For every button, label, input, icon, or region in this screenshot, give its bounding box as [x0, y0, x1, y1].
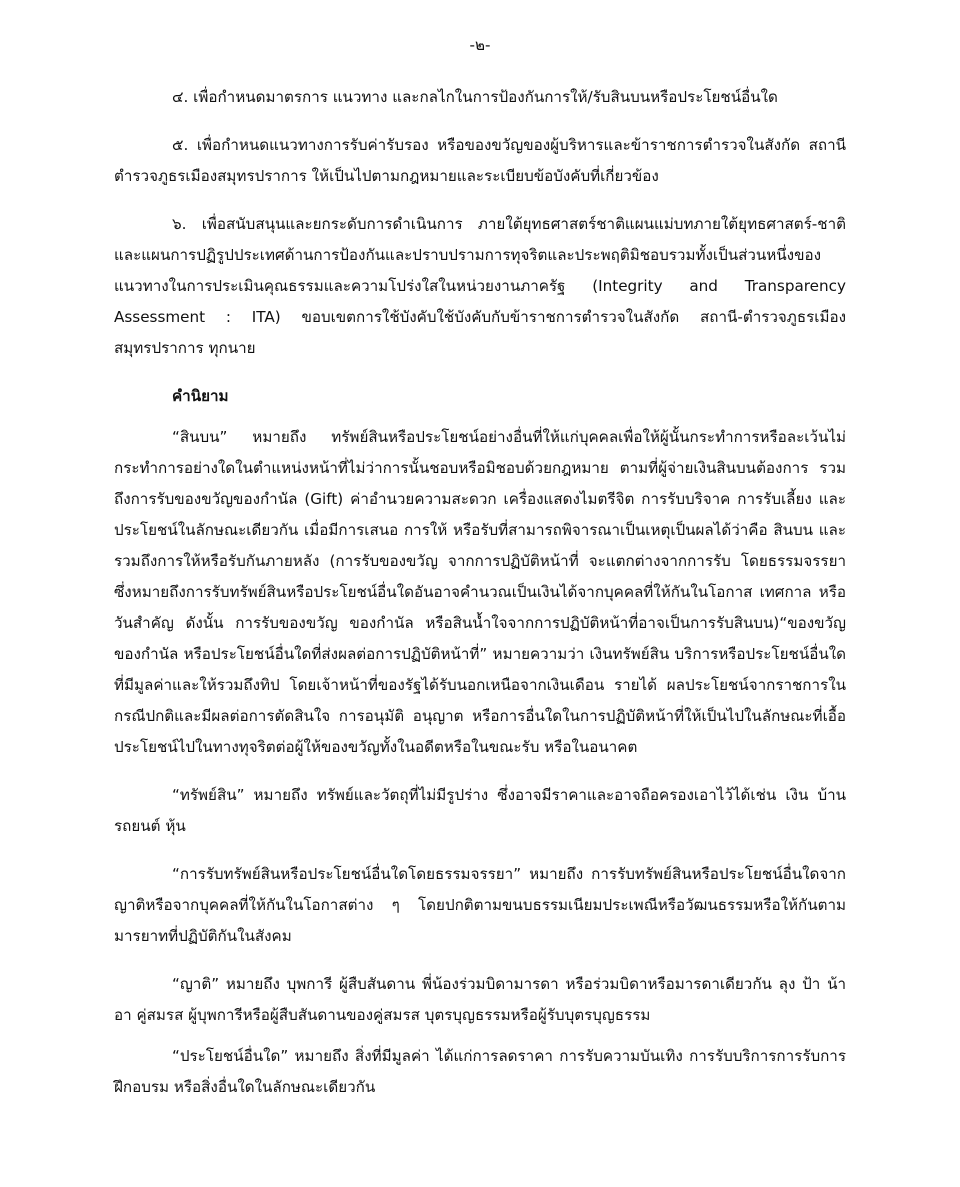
objective-4: ๔. เพื่อกำหนดมาตรการ แนวทาง และกลไกในการป้องกันการให้/รับสินบนหรือประโยชน์อื่นใด [172, 88, 778, 106]
page-number: -๒- [469, 36, 491, 54]
objective-6: ๖. เพื่อสนับสนุนและยกระดับการดำเนินการ ภายใต้ยุทธศาสตร์ชาติแผนแม่บทภายใต้ยุทธศาสตร์-ชาติ และแผนการปฏิรูปประเทศด้านการป้องกันและปราบปรามการทุจริตและประพฤติมิชอบรวมทั้งเป็นส่วนหนึ่งของแนวทางในการประเมินคุณธรรมและความโปร่งใสในหน่วยงานภาครัฐ (Integrity and Transparency Assessment : ITA) ขอบเขตการใช้บังคับใช้บังคับกับข้าราชการตำรวจในสังกัด สถานี-ตำรวจภูธรเมืองสมุทรปราการ ทุกนาย [114, 215, 846, 357]
definition-relatives: “ญาติ” หมายถึง บุพการี ผู้สืบสันดาน พี่น้องร่วมบิดามารดา หรือร่วมบิดาหรือมารดาเดียวกัน ลุง ป้า น้า อา คู่สมรส ผู้บุพการีหรือผู้สืบสันดานของคู่สมรส บุตรบุญธรรมหรือผู้รับบุตรบุญธรรม [114, 975, 846, 1024]
definition-ethical-receipt: “การรับทรัพย์สินหรือประโยชน์อื่นใดโดยธรรมจรรยา” หมายถึง การรับทรัพย์สินหรือประโยชน์อื่นใดจากญาติหรือจากบุคคลที่ให้กันในโอกาสต่าง ๆ โดยปกติตามขนบธรรมเนียมประเพณีหรือวัฒนธรรมหรือให้กันตามมารยาทที่ปฏิบัติกันในสังคม [114, 865, 846, 945]
definitions-heading: คำนิยาม [172, 387, 229, 405]
definition-property: “ทรัพย์สิน” หมายถึง ทรัพย์และวัตถุที่ไม่มีรูปร่าง ซึ่งอาจมีราคาและอาจถือครองเอาไว้ได้เช่น เงิน บ้าน รถยนต์ หุ้น [114, 786, 846, 835]
definition-other-benefits: “ประโยชน์อื่นใด” หมายถึง สิ่งที่มีมูลค่า ได้แก่การลดราคา การรับความบันเทิง การรับบริการการรับการฝึกอบรม หรือสิ่งอื่นใดในลักษณะเดียวกัน [114, 1047, 846, 1096]
objective-5: ๕. เพื่อกำหนดแนวทางการรับค่ารับรอง หรือของขวัญของผู้บริหารและข้าราชการตำรวจในสังกัด สถานีตำรวจภูธรเมืองสมุทรปราการ ให้เป็นไปตามกฎหมายและระเบียบข้อบังคับที่เกี่ยวข้อง [114, 136, 846, 185]
definition-bribe: “สินบน” หมายถึง ทรัพย์สินหรือประโยชน์อย่างอื่นที่ให้แก่บุคคลเพื่อให้ผู้นั้นกระทำการหรือละเว้นไม่กระทำการอย่างใดในตำแหน่งหน้าที่ไม่ว่าการนั้นชอบหรือมิชอบด้วยกฎหมาย ตามที่ผู้จ่ายเงินสินบนต้องการ รวมถึงการรับของขวัญของกำนัล (Gift) ค่าอำนวยความสะดวก เครื่องแสดงไมตรีจิต การรับบริจาค การรับเลี้ยง และ ประโยชน์ในลักษณะเดียวกัน เมื่อมีการเสนอ การให้ หรือรับที่สามารถพิจารณาเป็นเหตุเป็นผลได้ว่าคือ สินบน และ รวมถึงการให้หรือรับกันภายหลัง (การรับของขวัญ จากการปฏิบัติหน้าที่ จะแตกต่างจากการรับ โดยธรรมจรรยา ซึ่งหมายถึงการรับทรัพย์สินหรือประโยชน์อื่นใดอันอาจคำนวณเป็นเงินได้จากบุคคลที่ให้กันในโอกาส เทศกาล หรือ วันสำคัญ ดังนั้น การรับของขวัญ ของกำนัล หรือสินน้ำใจจากการปฏิบัติหน้าที่อาจเป็นการรับสินบน)“ของขวัญ ของกำนัล หรือประโยชน์อื่นใดที่ส่งผลต่อการปฏิบัติหน้าที่” หมายความว่า เงินทรัพย์สิน บริการหรือประโยชน์อื่นใดที่มีมูลค่าและให้รวมถึงทิป โดยเจ้าหน้าที่ของรัฐได้รับนอกเหนือจากเงินเดือน รายได้ ผลประโยชน์จากราชการในกรณีปกติและมีผลต่อการตัดสินใจ การอนุมัติ อนุญาต หรือการอื่นใดในการปฏิบัติหน้าที่ให้เป็นไปในลักษณะที่เอื้อประโยชน์ไปในทางทุจริตต่อผู้ให้ของขวัญทั้งในอดีตหรือในขณะรับ หรือในอนาคต [114, 428, 846, 756]
